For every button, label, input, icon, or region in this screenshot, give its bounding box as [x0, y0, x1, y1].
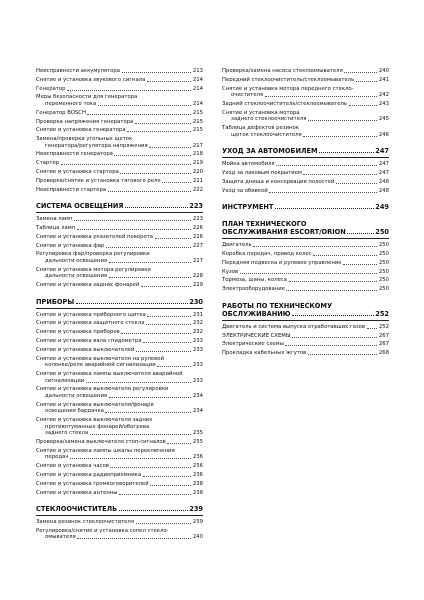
toc-entry[interactable] — [222, 110, 389, 123]
dot-leader — [141, 286, 192, 287]
dot-leader — [265, 96, 378, 97]
toc-left-column — [36, 68, 203, 543]
page-number: 220 — [192, 169, 203, 175]
dot-leader — [106, 247, 191, 248]
entry-title: переменного тока — [45, 100, 97, 107]
page-number: 232 — [192, 329, 203, 336]
page-number: 215 — [192, 127, 203, 134]
dot-leader — [240, 273, 378, 274]
toc-entry[interactable] — [36, 312, 203, 319]
entry-title: Неисправности генератора — [36, 151, 113, 158]
page-number: 234 — [192, 392, 203, 399]
toc-section-heading[interactable] — [36, 202, 203, 213]
toc-entry[interactable] — [36, 472, 203, 479]
dot-leader — [77, 229, 192, 230]
section-rule — [36, 308, 203, 309]
dot-leader — [303, 136, 377, 137]
dot-leader — [74, 220, 191, 221]
dot-leader — [119, 494, 191, 495]
entry-title: омывателя — [45, 534, 76, 541]
dot-leader — [146, 324, 192, 325]
page-number: 246 — [378, 131, 389, 138]
toc-entry[interactable] — [36, 371, 203, 384]
entry-title-line: противотуманных фонарей/обогрева — [45, 423, 150, 430]
entry-title: Снятие и установка часов — [36, 463, 109, 470]
toc-entry[interactable] — [36, 178, 203, 185]
dot-leader — [308, 120, 377, 121]
entry-title: Неисправности стартера — [36, 186, 107, 193]
entry-title: Уход за лаковым покрытием — [222, 170, 302, 177]
toc-section-heading[interactable] — [222, 147, 389, 158]
section-title: ОБСЛУЖИВАНИЮ — [222, 309, 291, 318]
dot-leader — [125, 207, 188, 208]
page-number: 248 — [378, 178, 389, 185]
dot-leader — [76, 303, 188, 304]
toc-entry[interactable] — [222, 251, 389, 258]
toc-entry[interactable] — [222, 77, 389, 84]
dot-leader — [292, 337, 377, 338]
page-number: 250 — [378, 268, 389, 275]
dot-leader — [86, 382, 192, 383]
entry-title: дальности освещения — [45, 392, 108, 399]
page-number: 233 — [192, 337, 203, 344]
section-title: УХОД ЗА АВТОМОБИЛЕМ — [222, 147, 318, 156]
entry-title: Электрооборудование — [222, 286, 285, 293]
page-number: 229 — [192, 282, 203, 289]
dot-leader — [110, 467, 191, 468]
dot-leader — [289, 281, 378, 282]
toc-section-heading[interactable] — [222, 220, 389, 239]
entry-title-line: Регулировка/снятие и установка сопел стекло- — [36, 527, 169, 534]
dot-leader — [157, 366, 191, 367]
toc-entry[interactable] — [222, 161, 389, 168]
page-number: 250 — [378, 286, 389, 293]
dot-leader — [336, 183, 377, 184]
entry-title: Передний стеклоочиститель/стеклоомыватель — [222, 76, 355, 83]
entry-title: Стартер — [36, 160, 60, 167]
page-number: 232 — [192, 320, 203, 327]
toc-entry[interactable] — [222, 68, 389, 75]
toc-entry[interactable] — [222, 170, 389, 177]
page-number: 226 — [192, 224, 203, 231]
dot-leader — [356, 81, 378, 82]
section-title: ОБСЛУЖИВАНИЯ ESCORT/ORION — [222, 228, 346, 237]
entry-title: Снятие и установка звукового сигнала — [36, 76, 146, 83]
entry-title: Снятие и установка вала спидометра — [36, 337, 142, 344]
toc-entry[interactable] — [222, 286, 389, 293]
toc-entry[interactable] — [36, 463, 203, 470]
section-title: СТЕКЛООЧИСТИТЕЛЬ — [36, 505, 118, 514]
entry-title: Снятие и установка выключателей — [36, 346, 135, 353]
toc-entry[interactable] — [36, 338, 203, 345]
dot-leader — [269, 192, 377, 193]
toc-entry[interactable] — [36, 136, 203, 149]
toc-entry[interactable] — [36, 448, 203, 461]
toc-entry[interactable] — [36, 490, 203, 497]
toc-entry[interactable] — [222, 341, 389, 348]
page-number: 252 — [375, 309, 389, 318]
dot-leader — [253, 246, 377, 247]
page-number: 233 — [192, 346, 203, 353]
page-number: 247 — [378, 170, 389, 177]
dot-leader — [127, 131, 191, 132]
dot-leader — [143, 476, 192, 477]
page-number: 234 — [192, 408, 203, 415]
entry-title-line: Меры безопасности для генератора — [36, 94, 138, 101]
toc-entry[interactable] — [36, 282, 203, 289]
entry-title-line: Снятие и установка выключателя/фонаря — [36, 401, 154, 408]
entry-title: Снятие и установка защитного стекла — [36, 320, 145, 327]
dot-leader — [61, 164, 192, 165]
page-number: 245 — [378, 116, 389, 123]
page-number: 213 — [192, 68, 203, 74]
dot-leader — [143, 342, 191, 343]
entry-title: Снятие и установка фар — [36, 242, 105, 249]
page-number: 240 — [378, 68, 389, 74]
toc-section-heading[interactable] — [36, 298, 203, 309]
toc-entry[interactable] — [222, 242, 389, 249]
toc-entry[interactable] — [36, 528, 203, 541]
entry-title: Снятие и установка задних фонарей — [36, 282, 140, 289]
entry-title: Генератор BOSCH — [36, 109, 86, 116]
entry-title: Уход за обивкой — [222, 187, 268, 194]
page-number: 215 — [192, 118, 203, 125]
entry-title: Снятие и установка генератора — [36, 127, 126, 134]
entry-title: Проверка/снятие и установка тягового реле — [36, 177, 161, 184]
dot-leader — [313, 255, 377, 256]
toc-entry[interactable] — [36, 68, 203, 75]
dot-leader — [147, 316, 191, 317]
dot-leader — [109, 262, 192, 263]
dot-leader — [122, 72, 192, 73]
page-number: 230 — [189, 297, 203, 306]
toc-entry[interactable] — [222, 324, 389, 331]
entry-title-line: Снятие и установка лампы выключателя аварийной — [36, 370, 183, 377]
entry-title: Неисправности аккумулятора — [36, 68, 121, 74]
entry-title: Снятие и установка указателей поворота — [36, 233, 154, 240]
entry-title: дальности освещения — [45, 273, 108, 280]
toc-entry[interactable] — [222, 101, 389, 108]
entry-title-line: Снятие и установка лампы шкалы переключения — [36, 447, 175, 454]
section-rule — [222, 157, 389, 158]
page-number: 250 — [378, 251, 389, 257]
entry-title: заднего стеклоочистителя — [231, 116, 307, 123]
toc-right-column — [222, 68, 389, 359]
toc-entry[interactable] — [36, 402, 203, 415]
toc-section-heading[interactable] — [222, 203, 389, 211]
page-number: 238 — [192, 480, 203, 487]
page-number: 239 — [189, 505, 203, 514]
page-number: 236 — [192, 454, 203, 461]
dot-leader — [136, 351, 191, 352]
entry-title-line: Снятие и установка выключателя задних — [36, 417, 153, 424]
toc-entry[interactable] — [36, 169, 203, 176]
entry-title-line: Снятие и установка мотора регулировки — [36, 266, 151, 273]
dot-leader — [67, 90, 191, 91]
dot-leader — [87, 114, 191, 115]
entry-title: щеток стеклоочистителя — [231, 131, 302, 138]
page-number: 221 — [192, 177, 203, 184]
page-number: 236 — [192, 471, 203, 478]
toc-entry[interactable] — [36, 417, 203, 437]
section-rule — [222, 238, 389, 239]
toc-entry[interactable] — [222, 350, 389, 357]
entry-title: Снятие и установка радиоприемника — [36, 471, 142, 478]
toc-entry[interactable] — [36, 234, 203, 241]
entry-title: Таблица ламп — [36, 224, 76, 231]
toc-entry[interactable] — [222, 277, 389, 284]
section-title-line: РАБОТЫ ПО ТЕХНИЧЕСКОМУ — [222, 301, 333, 310]
entry-title: Задний стеклоочиститель/стеклоомыватель — [222, 100, 348, 107]
page-number: 223 — [189, 202, 203, 211]
page-number: 248 — [378, 187, 389, 194]
page-number: 239 — [192, 519, 203, 526]
entry-title: сигнализации — [45, 377, 85, 384]
section-title: СИСТЕМА ОСВЕЩЕНИЯ — [36, 202, 124, 211]
page-number: 233 — [192, 362, 203, 369]
dot-leader — [303, 174, 377, 175]
page-number: 250 — [378, 277, 389, 284]
dot-leader — [308, 354, 378, 355]
page-number: 250 — [378, 259, 389, 266]
toc-entry[interactable] — [36, 320, 203, 327]
dot-leader — [98, 105, 192, 106]
entry-title: Снятие и установка приборного щитка — [36, 311, 146, 318]
entry-title: Снятие и установка стартера — [36, 169, 119, 175]
dot-leader — [121, 333, 191, 334]
entry-title-line: Таблица дефектов резинок — [222, 125, 299, 132]
entry-title-line: Снятие и установка мотора переднего стекло- — [222, 85, 354, 92]
toc-entry[interactable] — [36, 94, 203, 107]
entry-title: Проверка/замена насоса стеклоомывателя — [222, 68, 343, 74]
toc-entry[interactable] — [36, 481, 203, 488]
entry-title: Передняя подвеска и рулевое управление — [222, 259, 342, 266]
dot-leader — [109, 277, 192, 278]
dot-leader — [286, 290, 377, 291]
entry-title: ЭЛЕКТРИЧЕСКИЕ СХЕМЫ — [222, 332, 291, 339]
entry-title: Двигатель и система выпуска отработавших газов — [222, 323, 366, 330]
toc-entry[interactable] — [36, 267, 203, 280]
page-number: 233 — [192, 377, 203, 384]
toc-entry[interactable] — [36, 110, 203, 117]
toc-entry[interactable] — [36, 77, 203, 84]
dot-leader — [70, 458, 191, 459]
toc-entry[interactable] — [36, 356, 203, 369]
page-number: 214 — [192, 85, 203, 92]
toc-entry[interactable] — [36, 243, 203, 250]
entry-title-line: Замена/проверка угольных щеток — [36, 136, 133, 143]
entry-title-line: Регулировка фар/проверка регулировки — [36, 251, 150, 258]
page-number: 228 — [192, 273, 203, 280]
page-number: 250 — [375, 228, 389, 237]
page-number: 227 — [192, 257, 203, 264]
entry-title: Кузов — [222, 268, 239, 275]
page-number: 247 — [375, 147, 389, 156]
page-number: 267 — [378, 332, 389, 339]
entry-title: освещения бардачка — [45, 408, 104, 415]
page-number: 217 — [192, 142, 203, 149]
entry-title: заднего стекла — [45, 430, 89, 437]
toc-entry[interactable] — [222, 179, 389, 186]
entry-title: Электрические схемы — [222, 341, 284, 348]
entry-title: Прокладка кабельных жгутов — [222, 350, 307, 357]
dot-leader — [119, 510, 188, 511]
toc-entry[interactable] — [36, 439, 203, 446]
toc-entry[interactable] — [36, 225, 203, 232]
page-number: 214 — [192, 100, 203, 107]
entry-title: Тормоза, шины, колеса — [222, 277, 288, 284]
toc-entry[interactable] — [36, 119, 203, 126]
dot-leader — [367, 328, 378, 329]
dot-leader — [105, 412, 191, 413]
toc-entry[interactable] — [36, 216, 203, 223]
dot-leader — [167, 443, 191, 444]
page-number: 267 — [378, 341, 389, 348]
toc-entry[interactable] — [222, 188, 389, 195]
dot-leader — [344, 72, 377, 73]
toc-entry[interactable] — [36, 86, 203, 93]
entry-title: Снятие и установка приборов — [36, 329, 120, 336]
dot-leader — [349, 105, 378, 106]
dot-leader — [343, 264, 377, 265]
toc-entry[interactable] — [36, 251, 203, 264]
toc-entry[interactable] — [36, 187, 203, 194]
dot-leader — [114, 155, 191, 156]
dot-leader — [90, 434, 192, 435]
page-number: 231 — [192, 311, 203, 318]
page-number: 226 — [192, 233, 203, 240]
entry-title: Защита днища и консервация полостей — [222, 178, 335, 185]
page-number: 235 — [192, 430, 203, 437]
page-number: 268 — [378, 350, 389, 357]
entry-title: Двигатель — [222, 242, 252, 249]
toc-entry[interactable] — [222, 125, 389, 138]
entry-title: Замена ламп — [36, 216, 73, 223]
dot-leader — [347, 233, 373, 234]
toc-entry[interactable] — [36, 151, 203, 158]
entry-title: Проверка напряжения генератора — [36, 118, 134, 125]
entry-title: Коробка передач, привод колес — [222, 251, 312, 257]
page-number: 235 — [192, 439, 203, 445]
dot-leader — [285, 345, 377, 346]
toc-entry[interactable] — [222, 333, 389, 340]
page-number: 241 — [378, 76, 389, 83]
entry-title: дальности освещения — [45, 257, 108, 264]
entry-title: Мойка автомобиля — [222, 161, 275, 168]
page-number: 247 — [378, 161, 389, 168]
entry-title: Снятие и установка громкоговорителей — [36, 480, 149, 487]
toc-section-heading[interactable] — [36, 505, 203, 516]
dot-leader — [292, 315, 374, 316]
dot-leader — [108, 191, 192, 192]
dot-leader — [275, 208, 374, 209]
section-title-line: ПЛАН ТЕХНИЧЕСКОГО — [222, 220, 307, 229]
dot-leader — [77, 538, 191, 539]
toc-entry[interactable] — [36, 160, 203, 167]
entry-title: колонке/реле аварийной сигнализации — [45, 362, 156, 369]
page-number: 240 — [192, 534, 203, 541]
dot-leader — [155, 238, 192, 239]
toc-entry[interactable] — [222, 269, 389, 276]
dot-leader — [276, 165, 377, 166]
page-number: 227 — [192, 242, 203, 249]
section-rule — [222, 320, 389, 321]
section-title: ИНСТРУМЕНТ — [222, 203, 274, 212]
dot-leader — [109, 397, 192, 398]
page-number: 222 — [192, 186, 203, 193]
toc-entry[interactable] — [36, 519, 203, 526]
entry-title-line: Снятие и установка выключателя на рулевой — [36, 355, 164, 362]
entry-title-line: Снятие и установка выключателя регулировки — [36, 386, 169, 393]
toc-entry[interactable] — [36, 347, 203, 354]
entry-title: генератора/регулятора напряжения — [45, 142, 148, 149]
dot-leader — [162, 182, 191, 183]
entry-title: передач — [45, 454, 69, 461]
entry-title: Генератор — [36, 85, 66, 92]
toc-section-heading[interactable] — [222, 302, 389, 321]
toc-entry[interactable] — [222, 260, 389, 267]
dot-leader — [147, 81, 192, 82]
toc-entry[interactable] — [222, 86, 389, 99]
page-number: 238 — [192, 489, 203, 496]
dot-leader — [136, 523, 192, 524]
page-number: 218 — [192, 151, 203, 158]
entry-title: очистителя — [231, 92, 264, 99]
dot-leader — [150, 485, 191, 486]
toc-entry[interactable] — [36, 127, 203, 134]
page-number: 249 — [375, 203, 389, 212]
dot-leader — [135, 123, 192, 124]
page-number: 243 — [378, 100, 389, 107]
entry-title-line: Снятие и установка мотора — [222, 109, 300, 116]
page-number: 252 — [378, 323, 389, 330]
page-number: 219 — [192, 160, 203, 167]
page-number: 223 — [192, 216, 203, 223]
toc-entry[interactable] — [36, 329, 203, 336]
entry-title: Замена резинок стеклоочистителя — [36, 519, 135, 526]
page-number: 236 — [192, 463, 203, 470]
page-number: 250 — [378, 242, 389, 249]
section-rule — [36, 212, 203, 213]
dot-leader — [120, 173, 191, 174]
section-title: ПРИБОРЫ — [36, 297, 75, 306]
entry-title: Снятие и установка антенны — [36, 489, 118, 496]
dot-leader — [319, 152, 374, 153]
toc-entry[interactable] — [36, 386, 203, 399]
dot-leader — [149, 147, 191, 148]
section-rule — [36, 515, 203, 516]
page-number: 242 — [378, 92, 389, 99]
page-number: 214 — [192, 76, 203, 83]
entry-title: Проверка/замена выключателя стоп-сигналов — [36, 439, 166, 445]
page-number: 215 — [192, 109, 203, 116]
